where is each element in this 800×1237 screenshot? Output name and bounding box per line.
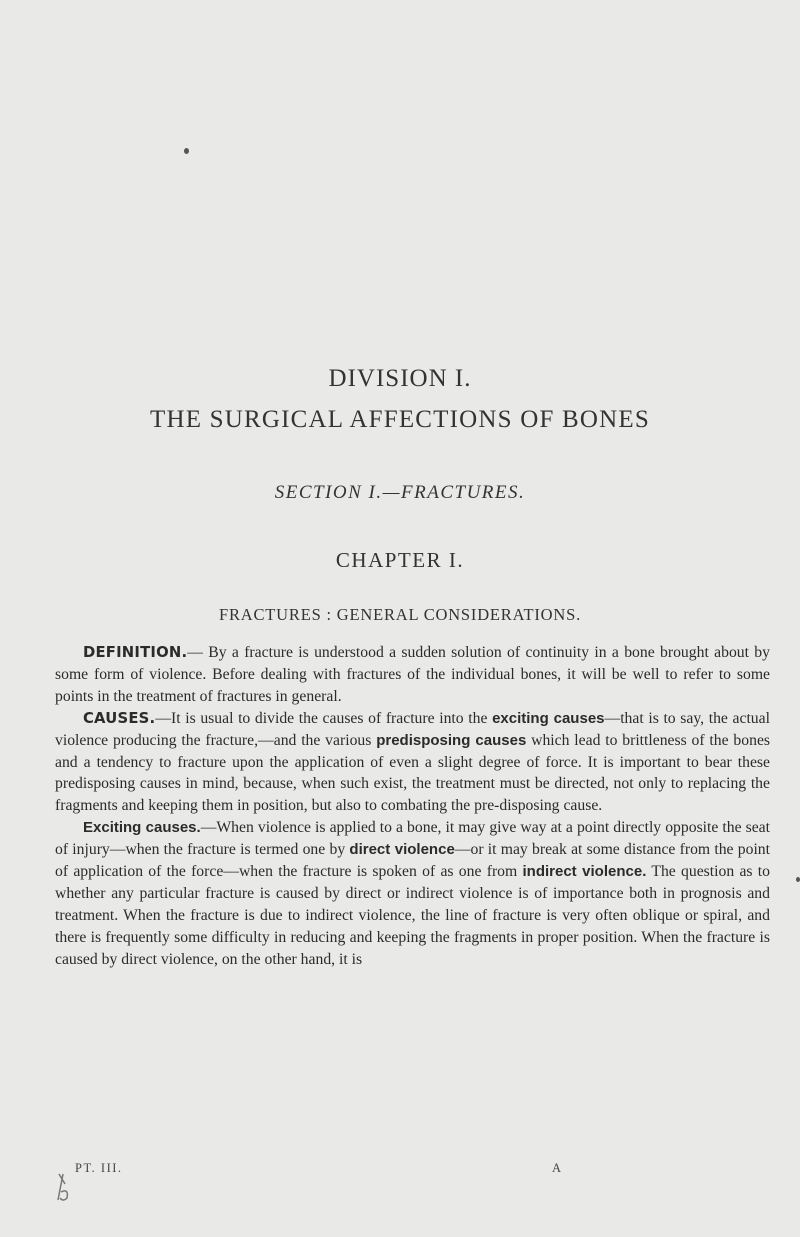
definition-heading: DEFINITION. (83, 644, 188, 661)
chapter-heading: CHAPTER I. (335, 548, 465, 572)
causes-paragraph (55, 708, 770, 818)
exciting-heading: Exciting causes. (83, 819, 201, 837)
division-heading: DIVISION I. (328, 365, 472, 392)
causes-text: which lead to brittleness of the bones and a tendency to fracture upon the application of even a slight degree of force. It is important to bear these predisposing causes in mind, because, when such exist, the treatment must be directed, not only to replacing the fragments and keeping them in position, but also to combating the pre-disposing cause. (55, 731, 771, 815)
body-text (55, 642, 770, 971)
gathering-letter: A (552, 1161, 563, 1175)
section-heading: SECTION I.—FRACTURES. (274, 482, 526, 503)
causes-heading: CAUSES. (83, 709, 156, 727)
exciting-paragraph (55, 817, 770, 970)
chapter-subtitle: FRACTURES : GENERAL CONSIDERATIONS. (219, 605, 581, 624)
signature-mark: PT. III. (75, 1161, 123, 1175)
causes-text: —that is to say, the actual violence producing the fracture,—and the various (55, 709, 770, 749)
definition-paragraph (55, 642, 770, 708)
definition-text: — By a fracture is understood a sudden solution of continuity in a bone brought about by some form of violence. Before dealing with fractures of the individual bones, it will be well to refer to some points in the treatment of fractures in general. (55, 644, 770, 705)
ink-spot (796, 877, 800, 882)
handwritten-mark-icon (55, 1170, 77, 1204)
causes-text: —It is usual to divide the causes of fracture into the (155, 709, 493, 727)
keyword-direct-violence: direct violence (349, 841, 455, 859)
exciting-text: The question as to whether any particular fracture is caused by direct or indirect violence is of importance both in prognosis and treatment. When the fracture is due to indirect violence, the line of fracture is very often oblique or spiral, and there is frequently some difficulty in reducing and keeping the fragments in proper position. When the fracture is caused by direct violence, on the other hand, it is (55, 863, 770, 968)
exciting-text: —When violence is applied to a bone, it may give way at a point directly opposite the seat of injury—when the fracture is termed one by (55, 819, 770, 859)
exciting-text: —or it may break at some distance from the point of application of the force—when the fracture is spoken of as one from (55, 841, 771, 881)
keyword-predisposing-causes: predisposing causes (376, 731, 527, 749)
keyword-exciting-causes: exciting causes (492, 709, 605, 727)
ink-spot (184, 148, 189, 154)
keyword-indirect-violence: indirect violence. (522, 863, 647, 881)
page-title: THE SURGICAL AFFECTIONS OF BONES (149, 406, 651, 433)
